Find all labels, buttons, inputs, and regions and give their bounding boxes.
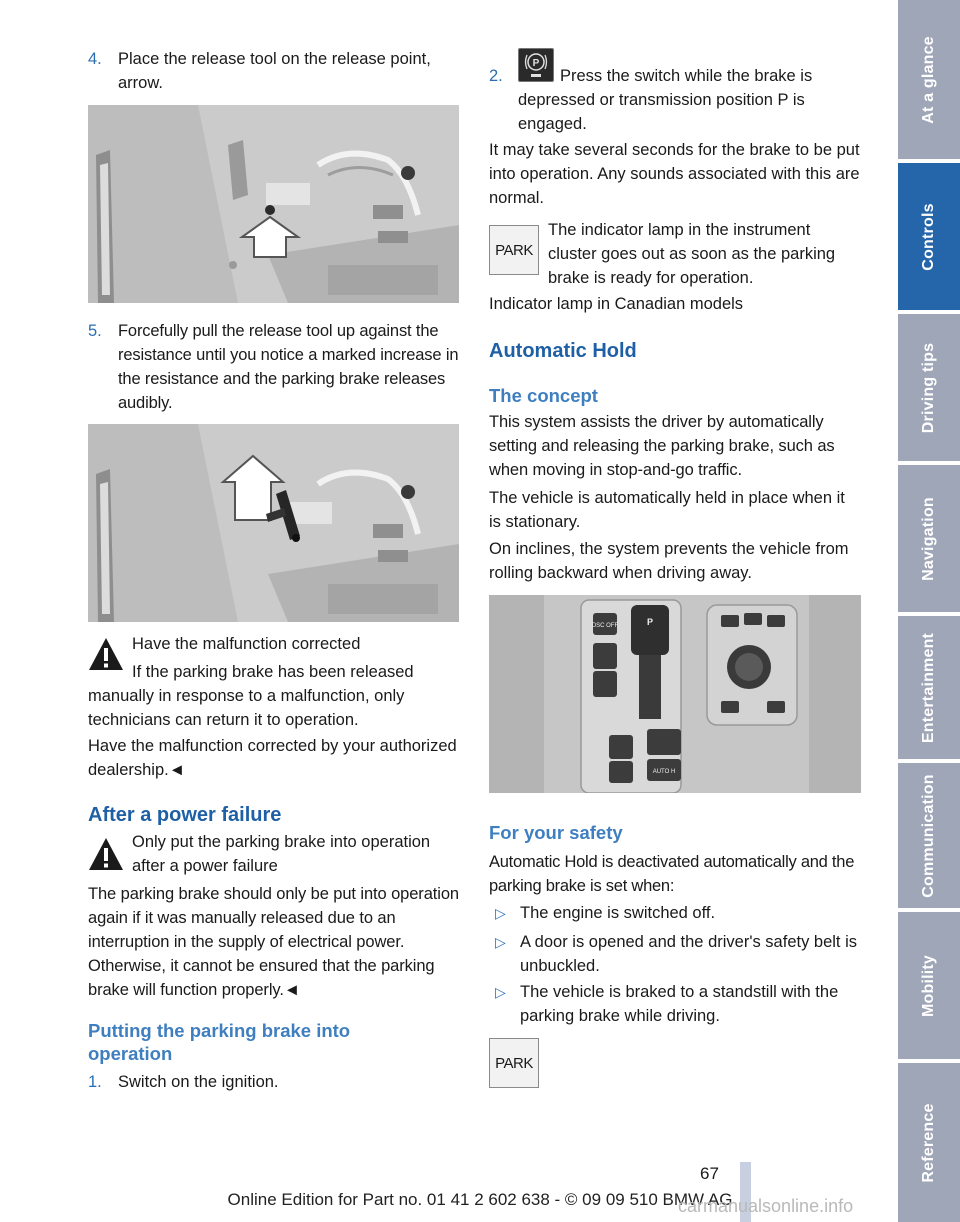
warning-title: Only put the parking brake into operation after a power failure [132, 833, 431, 875]
list-item-text: The engine is switched off. [520, 904, 716, 922]
section-heading: Automatic Hold [489, 340, 637, 362]
subsection-heading: For your safety [489, 822, 623, 843]
tab-label: Communication [920, 773, 937, 898]
release-point-photo [88, 105, 459, 303]
step-number: 1. [88, 1073, 102, 1091]
tab-mobility[interactable] [898, 912, 960, 1059]
tab-at-a-glance[interactable] [898, 0, 960, 159]
tab-controls[interactable] [898, 163, 960, 310]
tab-navigation[interactable] [898, 465, 960, 612]
tab-communication[interactable] [898, 763, 960, 908]
park-indicator-icon [489, 225, 539, 275]
tab-label: Mobility [920, 954, 937, 1017]
paragraph: The vehicle is automatically held in place when it is stationary. [489, 489, 845, 531]
paragraph: Automatic Hold is deactivated automatically and the parking brake is set when: [489, 853, 855, 895]
tab-driving-tips[interactable] [898, 314, 960, 461]
warning-icon [88, 636, 124, 672]
step-number: 4. [88, 50, 102, 68]
park-indicator-icon [489, 1038, 539, 1088]
tab-label: Navigation [920, 496, 937, 581]
tab-label: Driving tips [920, 342, 937, 433]
caption: Indicator lamp in Canadian models [489, 295, 744, 313]
warning-icon [88, 836, 124, 872]
bullet-icon: ▷ [495, 984, 506, 1000]
tab-label: At a glance [920, 35, 937, 124]
step-number: 5. [88, 322, 102, 340]
page-number: 67 [700, 1164, 719, 1183]
warning-body: Have the malfunction corrected by your authorized dealership.◄ [88, 737, 457, 779]
warning-body: The parking brake should only be put into operation again if it was manually released due to an interruption in the supply of electrical power. Otherwise, it cannot be ensured that the parking brake will function properly.◄ [88, 885, 459, 999]
paragraph: On inclines, the system prevents the vehicle from rolling backward when driving away. [489, 540, 849, 582]
park-label: PARK [495, 241, 533, 259]
console-illustration [489, 595, 861, 793]
step-text: Press the switch while the brake is depressed or transmission position P is engaged. [518, 67, 813, 133]
tab-label: Controls [920, 202, 937, 271]
warning-line: If the parking brake has been released [132, 663, 414, 681]
svg-text:P: P [532, 58, 540, 69]
tab-entertainment[interactable] [898, 616, 960, 759]
warning-title: Have the malfunction corrected [132, 635, 361, 653]
section-heading: After a power failure [88, 804, 282, 826]
list-item-text: The vehicle is braked to a standstill with the parking brake while driving. [520, 983, 839, 1025]
watermark: carmanualsonline.info [678, 1196, 854, 1216]
paragraph: This system assists the driver by automatically setting and releasing the parking brake, such as when moving in stop-and-go traffic. [489, 413, 835, 479]
pull-tool-illustration [88, 424, 459, 622]
bullet-icon: ▷ [495, 934, 506, 950]
release-tool-illustration [88, 105, 459, 303]
pull-tool-photo [88, 424, 459, 622]
center-console-photo [489, 595, 861, 793]
subsection-heading: The concept [489, 385, 598, 406]
list-item-text: A door is opened and the driver's safety belt is unbuckled. [520, 933, 858, 975]
warning-body: manually in response to a malfunction, only technicians can return it to operation. [88, 687, 405, 729]
footer-edition: Online Edition for Part no. 01 41 2 602 638 - © 09 09 510 BMW AG [227, 1190, 733, 1209]
tab-label: Entertainment [920, 632, 937, 743]
dsc-off-label: DSC OFF [591, 623, 619, 629]
auto-h-label: AUTO H [652, 769, 676, 775]
bullet-icon: ▷ [495, 905, 506, 921]
step-text: Place the release tool on the release point, arrow. [118, 50, 431, 92]
park-label: PARK [495, 1054, 533, 1072]
step-number: 2. [489, 67, 503, 85]
step-text: Switch on the ignition. [118, 1073, 279, 1091]
step-text: Forcefully pull the release tool up against the resistance until you notice a marked increase in the resistance and the parking brake releases audibly. [118, 322, 459, 412]
paragraph: It may take several seconds for the brake to be put into operation. Any sounds associated with this are normal. [489, 141, 860, 207]
section-heading: Putting the parking brake into operation [88, 1020, 351, 1064]
indicator-text: The indicator lamp in the instrument cluster goes out as soon as the parking brake is ready for operation. [548, 221, 836, 287]
p-button-label: P [646, 617, 654, 627]
tab-label: Reference [920, 1102, 937, 1183]
